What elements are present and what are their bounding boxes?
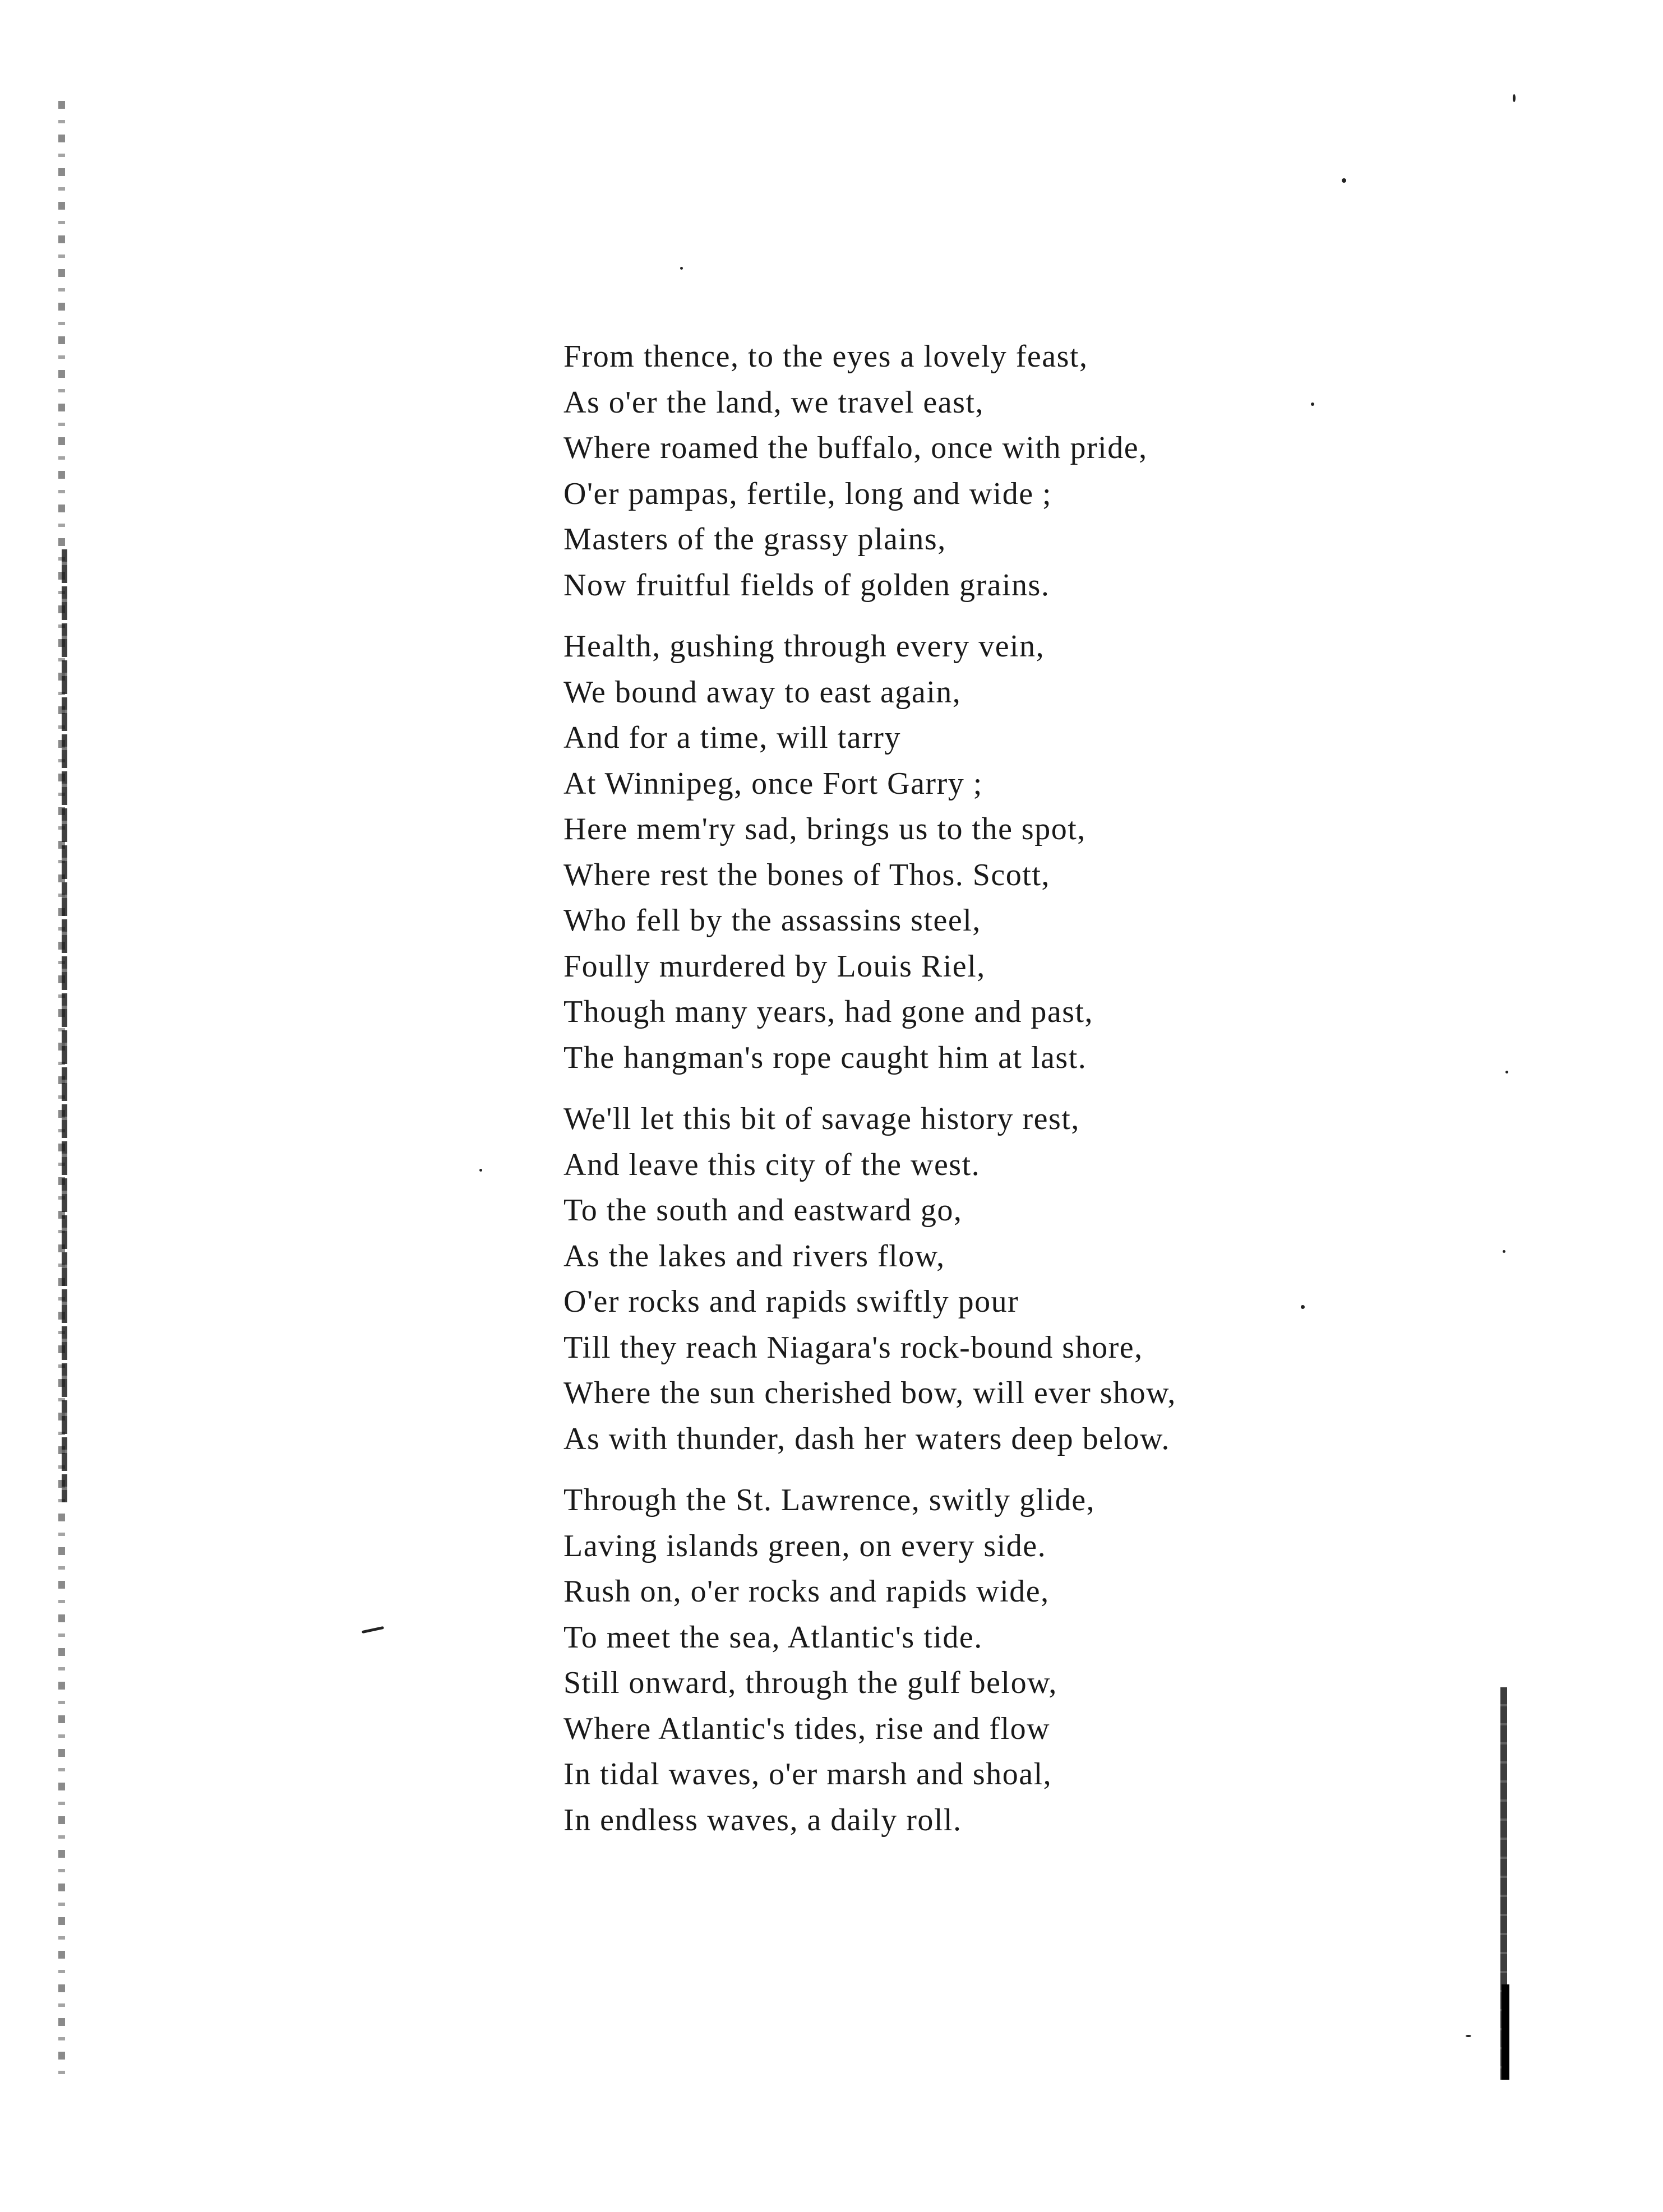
- poem: [563, 334, 1348, 1859]
- poem-line: Now fruitful fields of golden grains.: [563, 567, 1050, 603]
- poem-line: Where rest the bones of Thos. Scott,: [563, 857, 1050, 892]
- scan-speck: [479, 1169, 482, 1172]
- scan-speck: [362, 1626, 384, 1633]
- poem-line: To the south and eastward go,: [563, 1193, 963, 1228]
- scan-speck: [1503, 1250, 1505, 1253]
- stanza: [563, 334, 1348, 608]
- scan-speck: [1342, 178, 1346, 183]
- poem-line: Where the sun cherished bow, will ever show,: [563, 1376, 1176, 1410]
- poem-line: Health, gushing through every vein,: [563, 629, 1045, 664]
- poem-line: Who fell by the assassins steel,: [563, 903, 981, 938]
- poem-line: Till they reach Niagara's rock-bound shore,: [563, 1330, 1143, 1365]
- scan-speck: [1466, 2035, 1471, 2037]
- poem-line: We'll let this bit of savage history rest,: [563, 1102, 1080, 1136]
- poem-line: In endless waves, a daily roll.: [563, 1802, 962, 1838]
- scan-edge-artifact: [62, 549, 67, 1502]
- poem-line: O'er pampas, fertile, long and wide ;: [563, 476, 1052, 511]
- poem-line: The hangman's rope caught him at last.: [563, 1040, 1087, 1075]
- scan-speck: [1505, 1071, 1508, 1073]
- poem-line: And leave this city of the west.: [563, 1147, 981, 1182]
- poem-line: As o'er the land, we travel east,: [563, 385, 984, 420]
- poem-line: Still onward, through the gulf below,: [563, 1665, 1057, 1700]
- poem-line: Through the St. Lawrence, switly glide,: [563, 1483, 1096, 1517]
- poem-line: Foully murdered by Louis Riel,: [563, 948, 986, 984]
- stanza: [563, 1478, 1348, 1843]
- poem-line: Laving islands green, on every side.: [563, 1528, 1047, 1563]
- poem-line: Here mem'ry sad, brings us to the spot,: [563, 812, 1086, 846]
- poem-line: Where roamed the buffalo, once with pride,: [563, 431, 1148, 465]
- poem-line: We bound away to east again,: [563, 674, 962, 710]
- scan-speck: [680, 267, 683, 270]
- poem-line: Rush on, o'er rocks and rapids wide,: [563, 1574, 1050, 1609]
- scan-edge-artifact: [1502, 1984, 1509, 2080]
- poem-line: At Winnipeg, once Fort Garry ;: [563, 766, 983, 801]
- poem-line: Though many years, had gone and past,: [563, 994, 1094, 1029]
- poem-line: Masters of the grassy plains,: [563, 522, 946, 557]
- poem-line: To meet the sea, Atlantic's tide.: [563, 1619, 983, 1655]
- stanza: [563, 1096, 1348, 1462]
- poem-line: And for a time, will tarry: [563, 720, 901, 755]
- scan-speck: [1513, 94, 1516, 102]
- poem-line: O'er rocks and rapids swiftly pour: [563, 1284, 1019, 1319]
- poem-line: As the lakes and rivers flow,: [563, 1238, 945, 1274]
- stanza: [563, 624, 1348, 1081]
- poem-line: As with thunder, dash her waters deep below.: [563, 1421, 1170, 1456]
- poem-line: From thence, to the eyes a lovely feast,: [563, 339, 1088, 374]
- poem-line: In tidal waves, o'er marsh and shoal,: [563, 1757, 1052, 1792]
- poem-line: Where Atlantic's tides, rise and flow: [563, 1711, 1051, 1746]
